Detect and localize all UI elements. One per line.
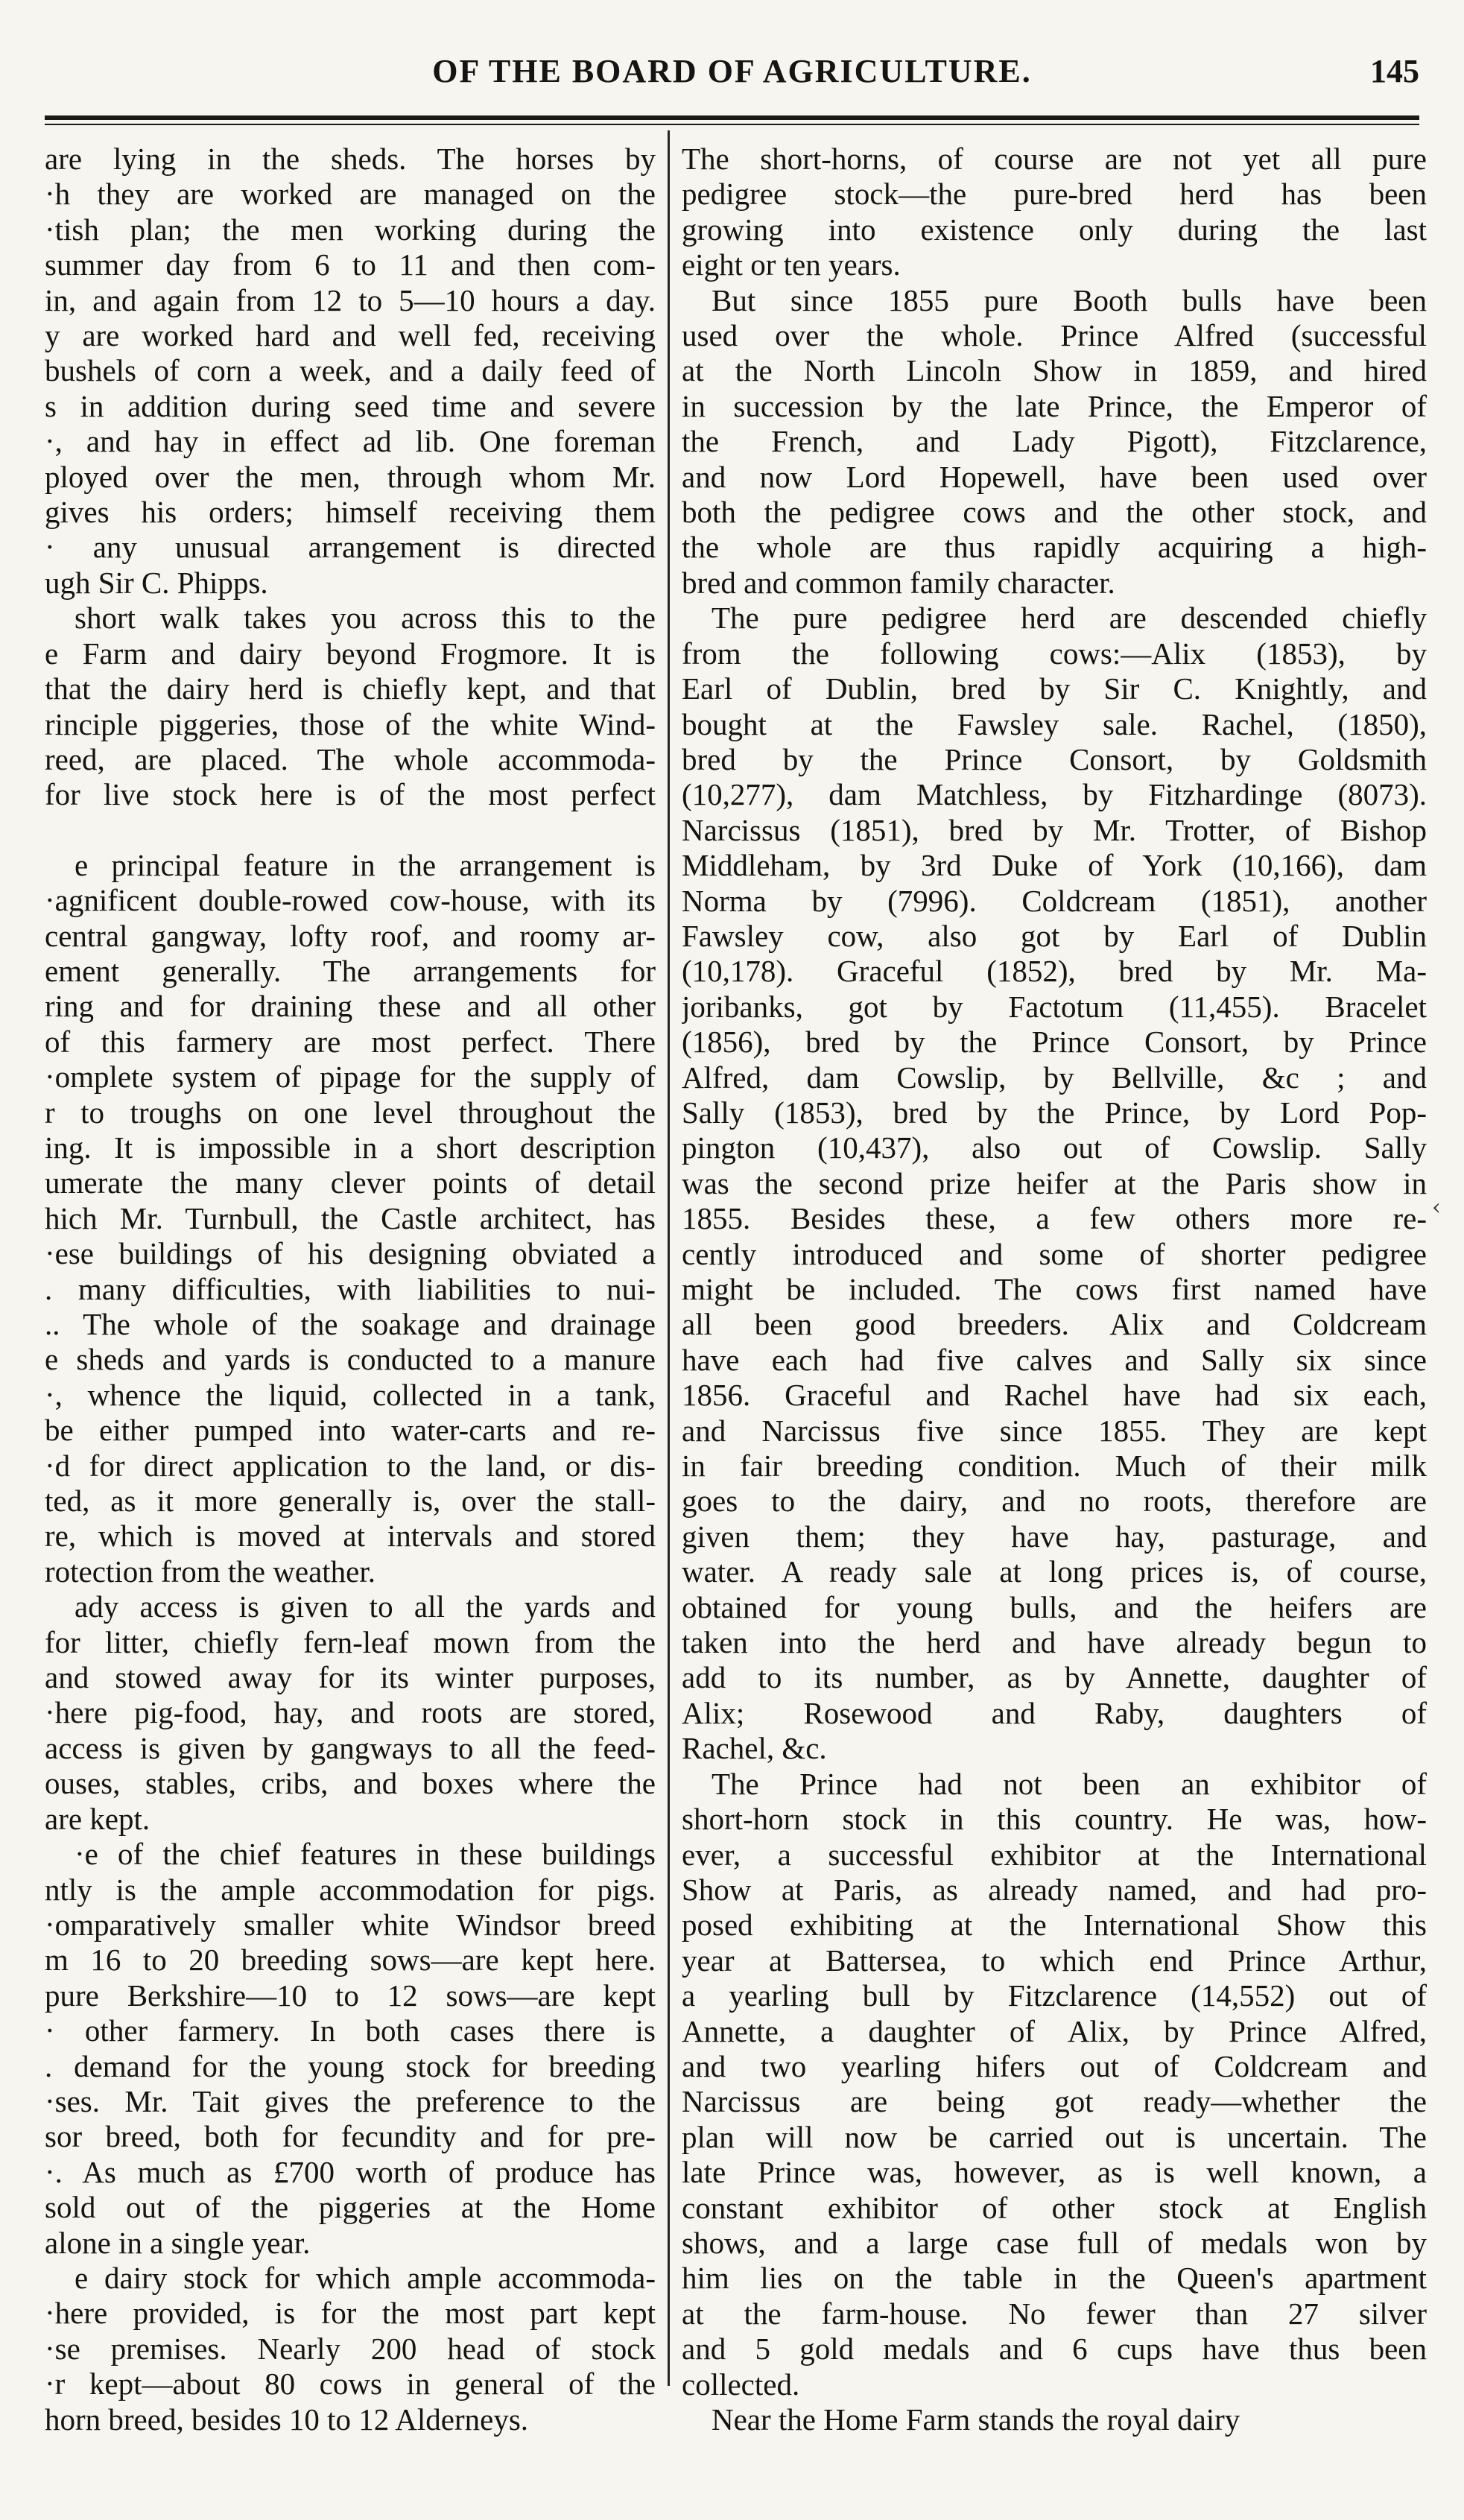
text-line: him lies on the table in the Queen's apartment	[682, 2261, 1427, 2296]
text-line: (10,277), dam Matchless, by Fitzhardinge (8073).	[682, 777, 1427, 812]
text-line: that the dairy herd is chiefly kept, and that	[45, 671, 656, 706]
text-line: and now Lord Hopewell, have been used over	[682, 459, 1427, 494]
text-line: was the second prize heifer at the Paris show in	[682, 1165, 1427, 1200]
text-line: ing. It is impossible in a short description	[45, 1130, 656, 1165]
text-line: pure Berkshire—10 to 12 sows—are kept	[45, 1978, 656, 2013]
text-line: ·se premises. Nearly 200 head of stock	[45, 2331, 656, 2366]
page-number: 145	[1370, 53, 1419, 89]
text-line: gives his orders; himself receiving them	[45, 495, 656, 530]
text-line: m 16 to 20 breeding sows—are kept here.	[45, 1943, 656, 1978]
text-line: re, which is moved at intervals and stored	[45, 1519, 656, 1554]
text-line: Middleham, by 3rd Duke of York (10,166), dam	[682, 848, 1427, 883]
text-line: Norma by (7996). Coldcream (1851), another	[682, 883, 1427, 918]
text-line: taken into the herd and have already begun to	[682, 1625, 1427, 1660]
text-line: access is given by gangways to all the feed-	[45, 1730, 656, 1765]
text-line: water. A ready sale at long prices is, of course,	[682, 1554, 1427, 1589]
text-line: obtained for young bulls, and the heifers are	[682, 1589, 1427, 1624]
text-line: The Prince had not been an exhibitor of	[712, 1766, 1427, 1801]
text-line: in succession by the late Prince, the Emperor of	[682, 388, 1427, 423]
text-line: add to its number, as by Annette, daughter of	[682, 1660, 1427, 1695]
text-line: ·r kept—about 80 cows in general of the	[45, 2367, 656, 2402]
text-line: The pure pedigree herd are descended chiefly	[712, 601, 1427, 636]
text-line: summer day from 6 to 11 and then com-	[45, 247, 656, 282]
text-line: .. The whole of the soakage and drainage	[45, 1307, 656, 1341]
text-line: But since 1855 pure Booth bulls have been	[712, 282, 1427, 317]
page-header	[45, 45, 1419, 119]
text-line: the French, and Lady Pigott), Fitzclarence,	[682, 424, 1427, 459]
text-line: central gangway, lofty roof, and roomy ar-	[45, 918, 656, 953]
text-line: collected.	[682, 2367, 800, 2402]
text-line: ·here provided, is for the most part kept	[45, 2296, 656, 2331]
text-line: r to troughs on one level throughout the	[45, 1095, 656, 1130]
text-line: e dairy stock for which ample accommoda-	[75, 2260, 656, 2295]
text-line: year at Battersea, to which end Prince Arthur,	[682, 1943, 1427, 1978]
text-line: have each had five calves and Sally six since	[682, 1342, 1427, 1377]
text-line: shows, and a large case full of medals won by	[682, 2225, 1427, 2260]
text-line: ring and for draining these and all other	[45, 989, 656, 1024]
text-line: and 5 gold medals and 6 cups have thus been	[682, 2331, 1427, 2367]
text-line: at the farm-house. No fewer than 27 silver	[682, 2296, 1427, 2331]
text-line: bought at the Fawsley sale. Rachel, (1850),	[682, 706, 1427, 741]
text-line: ady access is given to all the yards and	[75, 1589, 656, 1624]
text-line: for live stock here is of the most perfect	[45, 777, 656, 812]
text-line: 1856. Graceful and Rachel have had six each,	[682, 1378, 1427, 1413]
text-line: constant exhibitor of other stock at English	[682, 2190, 1427, 2225]
text-line: s in addition during seed time and severe	[45, 388, 656, 423]
text-line: ement generally. The arrangements for	[45, 953, 656, 988]
text-line: in, and again from 12 to 5—10 hours a day.	[45, 282, 656, 317]
text-line: Alfred, dam Cowslip, by Bellville, &c ; and	[682, 1060, 1427, 1095]
text-line: eight or ten years.	[682, 247, 901, 282]
text-line: growing into existence only during the last	[682, 212, 1427, 247]
text-line: from the following cows:—Alix (1853), by	[682, 636, 1427, 671]
text-line: ever, a successful exhibitor at the International	[682, 1837, 1427, 1872]
text-line: short walk takes you across this to the	[75, 601, 656, 636]
text-line: ·agnificent double-rowed cow-house, with its	[45, 883, 656, 918]
text-line: ouses, stables, cribs, and boxes where the	[45, 1766, 656, 1801]
text-line: cently introduced and some of shorter pedigree	[682, 1236, 1427, 1271]
text-line: late Prince was, however, as is well known, a	[682, 2155, 1427, 2190]
text-line: Near the Home Farm stands the royal dairy	[712, 2402, 1240, 2437]
text-line: · any unusual arrangement is directed	[45, 530, 656, 565]
column-divider	[668, 130, 670, 2386]
margin-mark: ‹	[1432, 1194, 1441, 1221]
text-line: and Narcissus five since 1855. They are kept	[682, 1413, 1427, 1448]
text-line: ployed over the men, through whom Mr.	[45, 459, 656, 494]
text-line: Fawsley cow, also got by Earl of Dublin	[682, 918, 1427, 953]
text-line: bred by the Prince Consort, by Goldsmith	[682, 741, 1427, 776]
text-line: Narcissus (1851), bred by Mr. Trotter, of Bishop	[682, 812, 1427, 847]
text-line: reed, are placed. The whole accommoda-	[45, 741, 656, 776]
text-line: ·tish plan; the men working during the	[45, 212, 656, 247]
text-line: The short-horns, of course are not yet all pure	[682, 142, 1427, 176]
text-line: used over the whole. Prince Alfred (successful	[682, 318, 1427, 353]
text-line: bushels of corn a week, and a daily feed of	[45, 353, 656, 388]
text-line: pedigree stock—the pure-bred herd has been	[682, 177, 1427, 212]
text-line: e principal feature in the arrangement is	[75, 847, 656, 882]
text-line: Earl of Dublin, bred by Sir C. Knightly, and	[682, 671, 1427, 706]
text-line: (10,178). Graceful (1852), bred by Mr. Ma-	[682, 954, 1427, 989]
left-column	[45, 142, 656, 2437]
text-line: ·, whence the liquid, collected in a tank,	[45, 1377, 656, 1412]
text-line: in fair breeding condition. Much of their milk	[682, 1449, 1427, 1484]
text-line: ·, and hay in effect ad lib. One foreman	[45, 424, 656, 459]
text-line: are kept.	[45, 1801, 150, 1836]
text-line: e Farm and dairy beyond Frogmore. It is	[45, 636, 656, 671]
text-line: Alix; Rosewood and Raby, daughters of	[682, 1695, 1427, 1730]
text-line: Narcissus are being got ready—whether the	[682, 2084, 1427, 2119]
text-line: short-horn stock in this country. He was, how-	[682, 1802, 1427, 1837]
text-line: ·omparatively smaller white Windsor breed	[45, 1907, 656, 1942]
header-rule-thin	[45, 124, 1419, 125]
text-line: goes to the dairy, and no roots, therefore are	[682, 1484, 1427, 1519]
text-line: · other farmery. In both cases there is	[45, 2013, 656, 2048]
text-line: horn breed, besides 10 to 12 Alderneys.	[45, 2402, 529, 2437]
text-line: Rachel, &c.	[682, 1731, 827, 1766]
text-line: pington (10,437), also out of Cowslip. Sally	[682, 1130, 1427, 1165]
text-line: at the North Lincoln Show in 1859, and hired	[682, 353, 1427, 388]
text-line: alone in a single year.	[45, 2225, 311, 2260]
text-line: hich Mr. Turnbull, the Castle architect, has	[45, 1200, 656, 1235]
text-line: and two yearling hifers out of Coldcream and	[682, 2048, 1427, 2083]
text-line: might be included. The cows first named have	[682, 1272, 1427, 1306]
text-line: ·omplete system of pipage for the supply of	[45, 1060, 656, 1095]
text-line: joribanks, got by Factotum (11,455). Bracelet	[682, 989, 1427, 1024]
text-line: ·d for direct application to the land, or dis-	[45, 1448, 656, 1483]
text-line: ·h they are worked are managed on the	[45, 177, 656, 212]
text-line: and stowed away for its winter purposes,	[45, 1660, 656, 1695]
text-line: 1855. Besides these, a few others more re-	[682, 1201, 1427, 1236]
text-line: rotection from the weather.	[45, 1554, 375, 1589]
text-line: ntly is the ample accommodation for pigs.	[45, 1872, 656, 1907]
text-line: for litter, chiefly fern-leaf mown from the	[45, 1624, 656, 1659]
text-line: (1856), bred by the Prince Consort, by Prince	[682, 1025, 1427, 1060]
header-rule	[45, 115, 1419, 120]
text-line: Sally (1853), bred by the Prince, by Lord Pop-	[682, 1095, 1427, 1130]
text-line: both the pedigree cows and the other stock, and	[682, 495, 1427, 530]
text-line: umerate the many clever points of detail	[45, 1165, 656, 1200]
text-line: ·ese buildings of his designing obviated a	[45, 1236, 656, 1271]
text-line: plan will now be carried out is uncertain. The	[682, 2119, 1427, 2154]
text-line: are lying in the sheds. The horses by	[45, 142, 656, 176]
text-line: of this farmery are most perfect. There	[45, 1024, 656, 1059]
text-line: e sheds and yards is conducted to a manure	[45, 1342, 656, 1377]
text-line: a yearling bull by Fitzclarence (14,552) out of	[682, 1978, 1427, 2013]
text-line: ·e of the chief features in these buildings	[75, 1837, 656, 1872]
text-line: bred and common family character.	[682, 565, 1115, 600]
text-line: the whole are thus rapidly acquiring a high-	[682, 530, 1427, 565]
text-line: rinciple piggeries, those of the white Wind-	[45, 706, 656, 741]
text-line: be either pumped into water-carts and re-	[45, 1413, 656, 1448]
text-line: ugh Sir C. Phipps.	[45, 565, 268, 600]
text-line: ·here pig-food, hay, and roots are stored,	[45, 1695, 656, 1730]
text-line: ·. As much as £700 worth of produce has	[45, 2154, 656, 2189]
running-title: OF THE BOARD OF AGRICULTURE.	[432, 53, 1032, 89]
right-column	[682, 142, 1427, 2437]
text-line: posed exhibiting at the International Show this	[682, 1908, 1427, 1943]
text-line: Annette, a daughter of Alix, by Prince Alfred,	[682, 2013, 1427, 2048]
text-line: all been good breeders. Alix and Coldcream	[682, 1307, 1427, 1342]
paragraph-gap	[45, 813, 656, 848]
text-line: y are worked hard and well fed, receiving	[45, 318, 656, 353]
text-line: . demand for the young stock for breeding	[45, 2048, 656, 2083]
text-line: given them; they have hay, pasturage, and	[682, 1519, 1427, 1554]
text-line: Show at Paris, as already named, and had pro-	[682, 1872, 1427, 1907]
text-line: ted, as it more generally is, over the stall-	[45, 1484, 656, 1519]
text-line: . many difficulties, with liabilities to nui-	[45, 1271, 656, 1306]
text-line: sor breed, both for fecundity and for pre-	[45, 2119, 656, 2154]
text-line: ·ses. Mr. Tait gives the preference to the	[45, 2083, 656, 2118]
text-line: sold out of the piggeries at the Home	[45, 2190, 656, 2225]
